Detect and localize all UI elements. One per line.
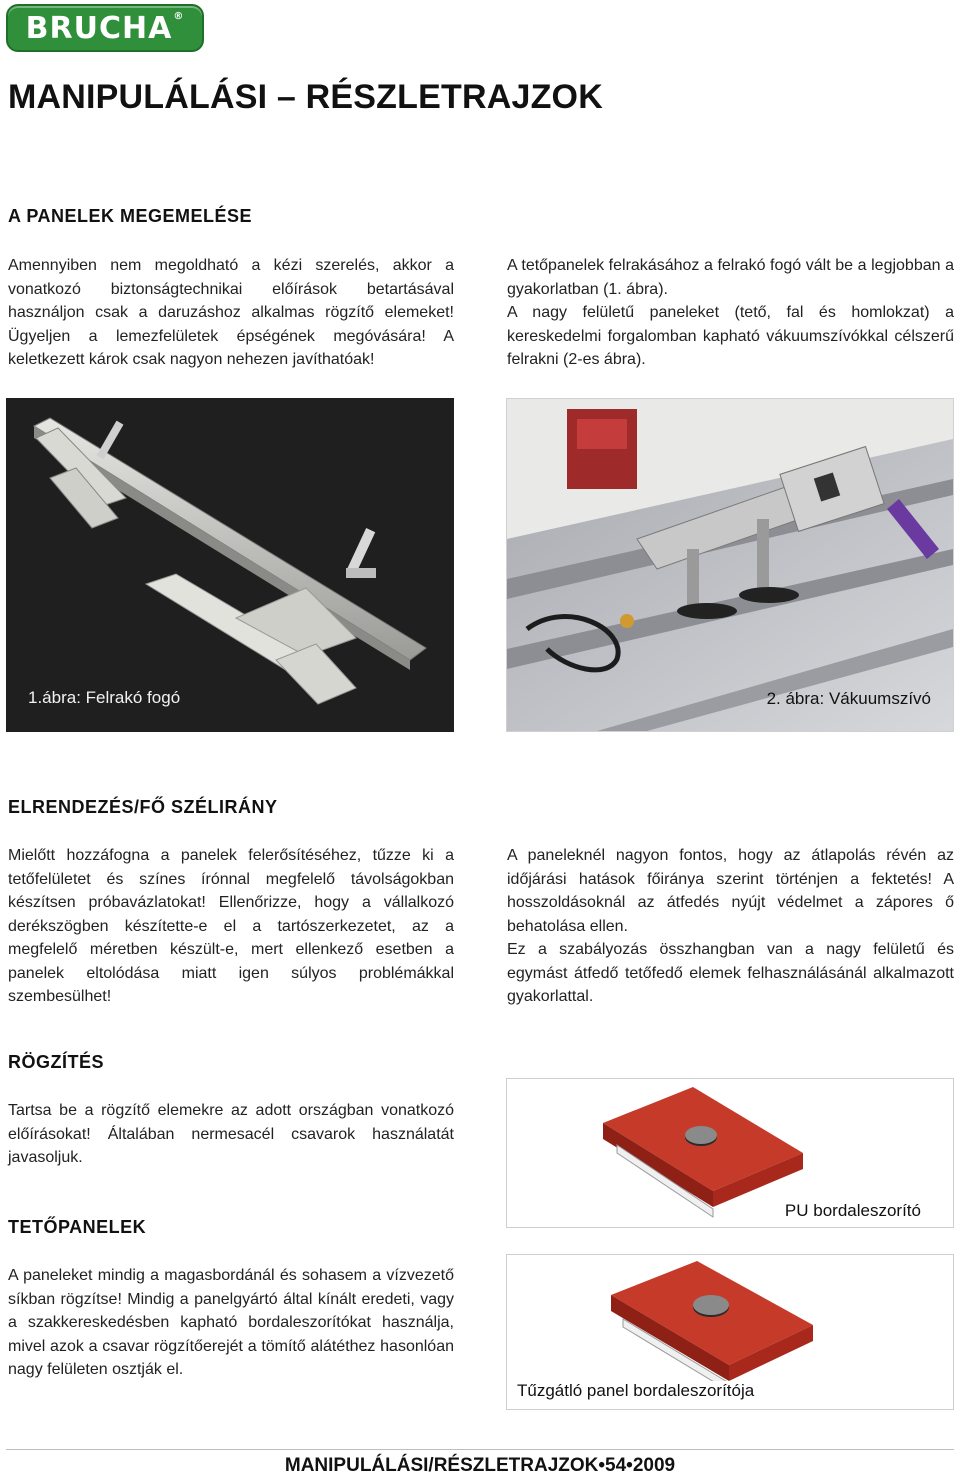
page-footer: [0, 1455, 960, 1477]
figure-lifting-clamp: [6, 398, 454, 732]
vacuum-lifter-illustration: [507, 399, 953, 731]
brand-logo: [6, 4, 204, 52]
figure-3-caption: PU bordaleszorító: [781, 1201, 925, 1221]
brand-logo-text: BRUCHA®: [25, 10, 185, 46]
heading-layout-wind-direction: ELRENDEZÉS/FŐ SZÉLIRÁNY: [8, 797, 278, 817]
figure-pu-rib-clamp: [506, 1078, 954, 1228]
roof-panels-text: A paneleket mindig a magasbordánál és sohasem a vízvezető síkban rögzítse! Mindig a panelgyártó által kínált eredeti, vagy a szakkereskedésben kapható bordaleszorítókat használja, mivel azok a csavar rögzítőerejét a tömítő alátéthez hasonlóan nagy felületen osztják el.: [8, 1267, 454, 1378]
layout-right-paragraph-1: A paneleknél nagyon fontos, hogy az átlapolás révén az időjárási hatások főiránya szerint történjen a fektetés! A hosszoldásoknál az átfedés nyújt védelmet a zápores ő behatolása ellen.: [507, 847, 954, 935]
figure-fire-panel-rib-clamp: [506, 1254, 954, 1410]
footer-label: MANIPULÁLÁSI/RÉSZLETRAJZOK: [284, 1455, 599, 1476]
heading-fixing: RÖGZÍTÉS: [8, 1052, 105, 1072]
layout-left-text: Mielőtt hozzáfogna a panelek felerősítéséhez, tűzze ki a tetőfelületet és színes írónnal megfelelő távolságokban készítsen próbavázlatokat! Ellenőrizze, hogy a vállalkozó derékszögben készítette-e el a tartószerkezetet, az a megfelelő méretben készült-e, mert ellenkező esetben a panelek eltolódása miatt igen súlyos problémákkal szembesülhet!: [8, 847, 454, 1005]
page-number: 54: [605, 1455, 627, 1476]
figure-2-caption: 2. ábra: Vákuumszívó: [766, 689, 931, 708]
lifting-right-paragraph-2: A nagy felületű paneleket (tető, fal és homlokzat) a kereskedelmi forgalomban kapható vákuumszívókkal célszerű felrakni (2-es ábra).: [507, 304, 954, 368]
footer-separator-1: •: [598, 1455, 606, 1476]
footer-year: 2009: [632, 1455, 676, 1476]
layout-right-text: [507, 844, 954, 1009]
footer-divider: [6, 1449, 954, 1450]
lifting-left-text: Amennyiben nem megoldható a kézi szerelés, akkor a vonatkozó biztonságtechnikai előírások betartásával használjon csak a daruzáshoz alkalmas rögzítő elemeket! Ügyeljen a lemezfelületek épségének megóvására! A keletkezett károk csak nagyon nehezen javíthatóak!: [8, 257, 454, 368]
figure-4-caption: Tűzgátló panel bordaleszorítója: [513, 1381, 758, 1401]
lifting-right-paragraph-1: A tetőpanelek felrakásához a felrakó fogó vált be a legjobban a gyakorlatban (1. ábra).: [507, 257, 954, 298]
heading-panel-lifting: A PANELEK MEGEMELÉSE: [8, 206, 253, 226]
fixing-text: Tartsa be a rögzítő elemekre az adott országban vonatkozó előírásokat! Általában nermesacél csavarok használatát javasoljuk.: [8, 1102, 454, 1166]
layout-right-paragraph-2: Ez a szabályozás összhangban van a nagy felületű és egymást átfedő tetőfedő elemek felhasználásánál alkalmazott gyakorlattal.: [507, 941, 954, 1005]
page-title: MANIPULÁLÁSI – RÉSZLETRAJZOK: [8, 78, 603, 116]
heading-roof-panels: TETŐPANELEK: [8, 1217, 147, 1237]
lifting-clamp-illustration: [6, 398, 454, 732]
figure-vacuum-lifter: [506, 398, 954, 732]
footer-separator-2: •: [626, 1455, 633, 1476]
lifting-right-text: [507, 254, 954, 372]
figure-1-caption: 1.ábra: Felrakó fogó: [28, 688, 181, 707]
